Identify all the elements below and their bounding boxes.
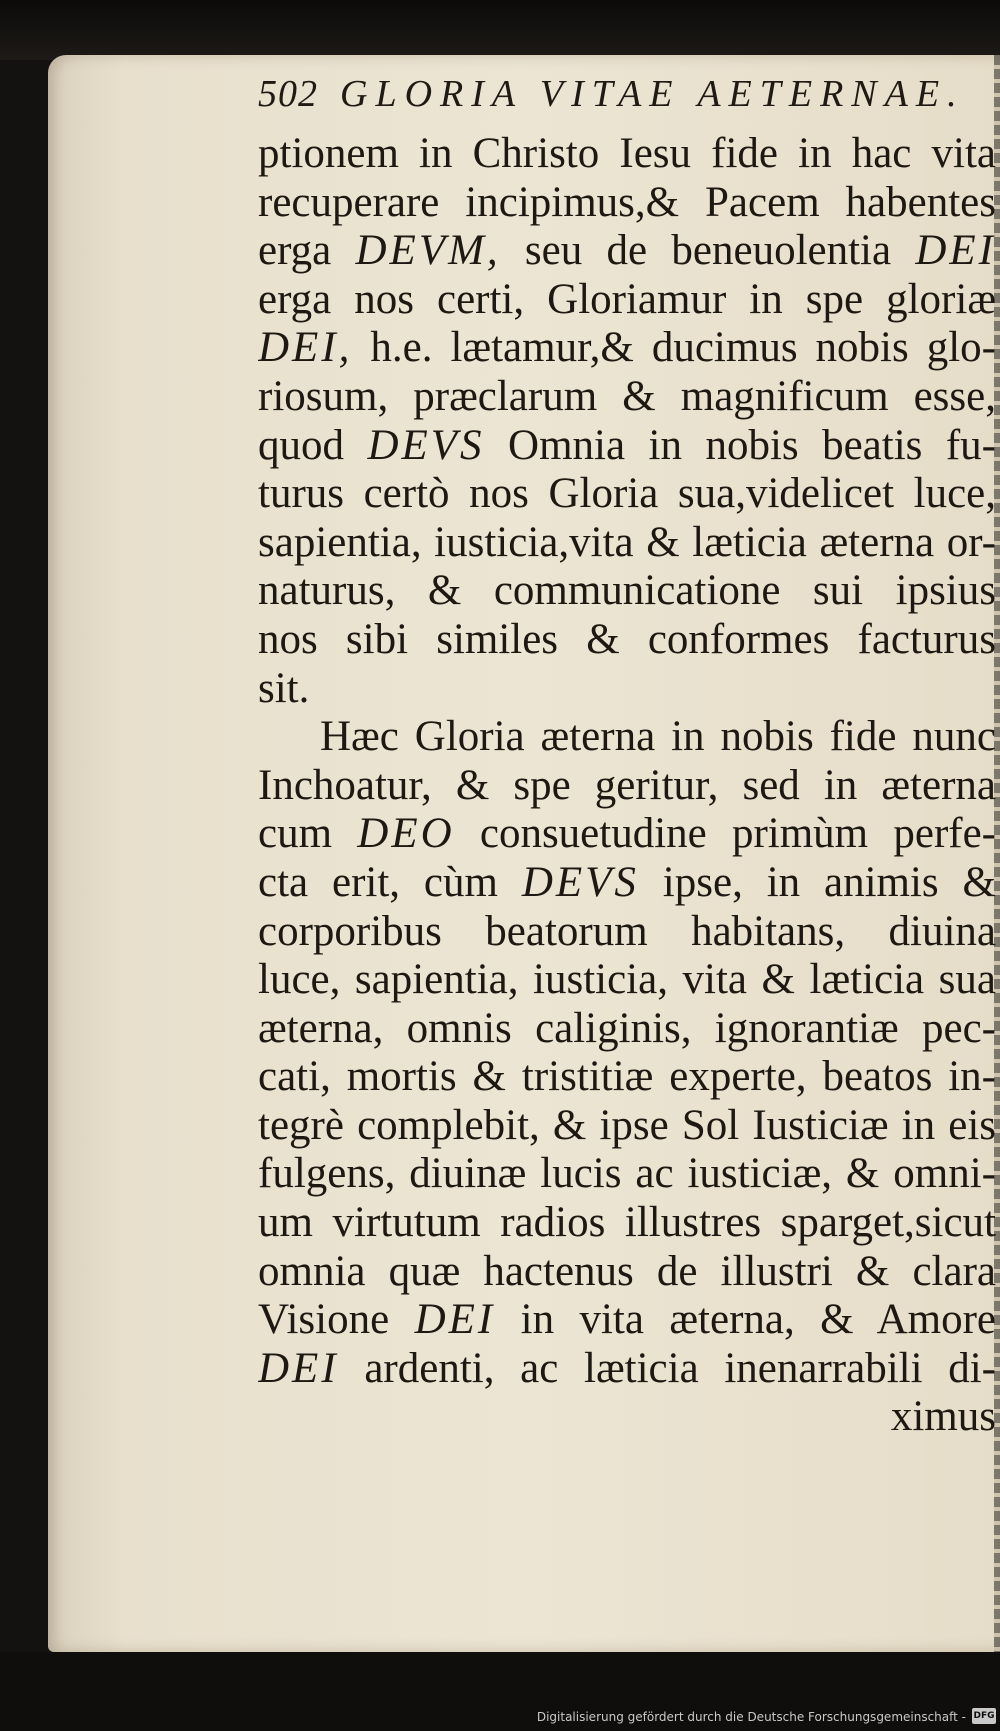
- text-line: naturus, & communicatione sui ipsius: [258, 567, 996, 615]
- text-line: [258, 1345, 996, 1394]
- italic-name: DEVS: [367, 421, 485, 469]
- text-line: omnia quæ hactenus de illustri & clara: [258, 1247, 996, 1295]
- paragraph-2: [258, 713, 996, 1393]
- text-line: nos sibi similes & conformes facturus: [258, 615, 996, 663]
- text-line: cati, mortis & tristitiæ experte, beatos in-: [258, 1053, 996, 1101]
- page-number: 502: [258, 73, 318, 115]
- text-span: consuetudine primùm perfe-: [454, 810, 996, 858]
- paragraph-1: [258, 130, 996, 713]
- italic-name: DEVM,: [355, 227, 501, 275]
- text-line: ptionem in Christo Iesu fide in hac vita: [258, 130, 996, 177]
- text-line: turus certò nos Gloria sua,videlicet luce,: [258, 470, 996, 518]
- text-line: [258, 324, 996, 373]
- text-span: ipse, in animis &: [638, 858, 996, 906]
- text-line: sit.: [258, 664, 310, 712]
- text-line: Hæc Gloria æterna in nobis fide nunc: [320, 713, 996, 761]
- italic-name: DEO: [357, 810, 455, 858]
- italic-name: DEI,: [258, 324, 353, 372]
- text-line: tegrè complebit, & ipse Sol Iusticiæ in eis: [258, 1101, 996, 1149]
- running-title: GLORIA VITAE AETERNAE.: [340, 73, 965, 115]
- running-header: [258, 72, 965, 132]
- scan-background-top: [0, 0, 1000, 60]
- text-span: quod: [258, 421, 368, 469]
- italic-name: DEVS: [521, 858, 639, 906]
- text-span: cta erit, cùm: [258, 858, 522, 906]
- text-span: Visione: [258, 1296, 415, 1344]
- text-span: ardenti, ac læticia inenarrabili di-: [338, 1344, 996, 1392]
- text-line: [258, 422, 996, 471]
- catchword: ximus: [890, 1393, 996, 1441]
- text-span: seu de beneuolentia: [500, 227, 916, 275]
- text-line: æterna, omnis caliginis, ignorantiæ pec-: [258, 1004, 996, 1052]
- italic-name: DEI: [414, 1296, 496, 1344]
- text-line: erga nos certi, Gloriamur in spe gloriæ: [258, 275, 996, 323]
- italic-name: DEI: [258, 1344, 339, 1392]
- text-line: Inchoatur, & spe geritur, sed in æterna: [258, 761, 996, 809]
- text-line: [258, 1296, 996, 1345]
- text-line: [258, 227, 996, 276]
- digitization-credit: Digitalisierung gefördert durch die Deutsche Forschungsgemeinschaft -: [536, 1710, 966, 1724]
- text-line: fulgens, diuinæ lucis ac iusticiæ, & omni-: [258, 1150, 996, 1198]
- text-line: um virtutum radios illustres sparget,sicut: [258, 1199, 996, 1247]
- text-span: Omnia in nobis beatis fu-: [484, 421, 996, 469]
- italic-name: DEI: [915, 227, 996, 275]
- text-line: luce, sapientia, iusticia, vita & læticia sua: [258, 956, 996, 1004]
- text-span: in vita æterna, & Amore: [495, 1296, 996, 1344]
- text-span: erga: [258, 227, 356, 275]
- text-line: corporibus beatorum habitans, diuina: [258, 907, 996, 955]
- dfg-logo: DFG: [972, 1708, 996, 1724]
- text-line: [258, 859, 996, 908]
- text-line: recuperare incipimus,& Pacem habentes: [258, 178, 996, 226]
- scan-footer-bar: [0, 1652, 1000, 1731]
- text-line: sapientia, iusticia,vita & læticia æterna or-: [258, 518, 996, 566]
- body-text: [258, 130, 996, 1442]
- text-span: cum: [258, 810, 358, 858]
- text-line: riosum, præclarum & magnificum esse,: [258, 372, 996, 420]
- text-line: [258, 810, 996, 859]
- text-span: h.e. lætamur,& ducimus nobis glo-: [352, 324, 996, 372]
